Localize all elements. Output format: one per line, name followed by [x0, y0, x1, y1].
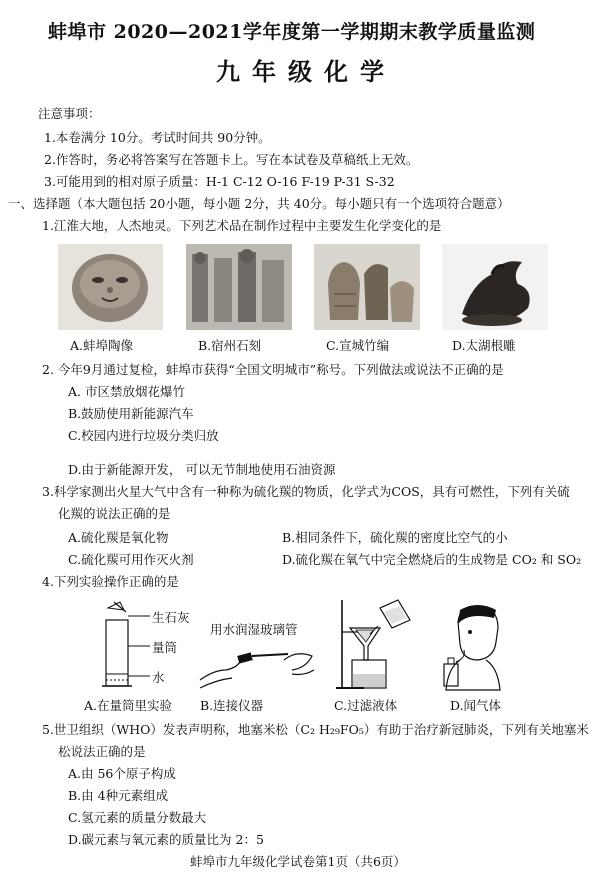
label-cylinder: 量筒 [152, 640, 178, 655]
exam-title: 蚌埠市 2020—2021学年度第一学期期末教学质量监测 [48, 21, 536, 43]
question-1-option-c: C.宣城竹编 [326, 338, 390, 353]
question-3-option-a: A.硫化羰是氧化物 [68, 530, 169, 545]
question-2-stem: 2. 今年9月通过复检，蚌埠市获得“全国文明城市”称号。下列做法或说法不正确的是 [42, 362, 504, 377]
stone-carving-image [186, 244, 292, 330]
question-1-stem: 1.江淮大地，人杰地灵。下列艺术品在制作过程中主要发生化学变化的是 [42, 218, 442, 233]
filtration-diagram [334, 598, 424, 692]
question-3-stem: 3.科学家测出火星大气中含有一种称为硫化羰的物质，化学式为COS，具有可燃性，下列有关硫 [42, 484, 570, 499]
notice-item: 3.可能用到的相对原子质量：H-1 C-12 O-16 F-19 P-31 S-32 [44, 174, 395, 189]
question-3-option-d: D.硫化羰在氧气中完全燃烧后的生成物是 CO₂ 和 SO₂ [282, 552, 582, 567]
question-4-option-c: C.过滤液体 [334, 698, 398, 713]
smell-gas-diagram [438, 602, 518, 692]
question-4-stem: 4.下列实验操作正确的是 [42, 574, 179, 589]
question-1-option-b: B.宿州石刻 [198, 338, 262, 353]
notice-heading: 注意事项： [38, 106, 101, 121]
question-4-option-a: A.在量筒里实验 [84, 698, 173, 713]
question-5-stem-cont: 松说法正确的是 [58, 744, 146, 759]
question-3-option-c: C.硫化羰可用作灭火剂 [68, 552, 194, 567]
label-water: 水 [152, 670, 165, 685]
question-2-option-a: A. 市区禁放烟花爆竹 [68, 384, 185, 399]
label-quicklime: 生石灰 [152, 610, 190, 625]
page-footer: 蚌埠市九年级化学试卷第1页（共6页） [190, 854, 406, 869]
notice-item: 2.作答时，务必将答案写在答题卡上。写在本试卷及草稿纸上无效。 [44, 152, 419, 167]
question-3-option-b: B.相同条件下，硫化羰的密度比空气的小 [282, 530, 508, 545]
clay-figure-image [58, 244, 163, 330]
exam-subtitle: 九年级化学 [216, 57, 396, 86]
question-5-stem: 5.世卫组织（WHO）发表声明称，地塞米松（C₂ H₂₉FO₅）有助于治疗新冠肺炎，下列有关地塞米 [42, 722, 589, 737]
question-1-option-a: A.蚌埠陶像 [70, 338, 134, 353]
notice-item: 1.本卷满分 10分。考试时间共 90分钟。 [44, 130, 271, 145]
section-heading: 一、选择题（本大题包括 20小题，每小题 2分，共 40分。每小题只有一个选项符合题意） [8, 196, 510, 211]
question-3-stem-cont: 化羰的说法正确的是 [58, 506, 171, 521]
connect-apparatus-diagram [196, 640, 318, 692]
label-wet-tube: 用水润湿玻璃管 [210, 622, 298, 637]
question-5-option-d: D.碳元素与氧元素的质量比为 2：5 [68, 832, 264, 847]
bamboo-weaving-image [314, 244, 420, 330]
question-4-option-d: D.闻气体 [450, 698, 502, 713]
question-2-option-b: B.鼓励使用新能源汽车 [68, 406, 194, 421]
question-2-option-d: D.由于新能源开发， 可以无节制地使用石油资源 [68, 462, 336, 477]
question-5-option-a: A.由 56个原子构成 [68, 766, 176, 781]
root-carving-image [442, 244, 548, 330]
question-5-option-b: B.由 4种元素组成 [68, 788, 169, 803]
question-1-option-d: D.太湖根雕 [452, 338, 516, 353]
question-4-option-b: B.连接仪器 [200, 698, 264, 713]
question-2-option-c: C.校园内进行垃圾分类归放 [68, 428, 219, 443]
question-5-option-c: C.氢元素的质量分数最大 [68, 810, 207, 825]
